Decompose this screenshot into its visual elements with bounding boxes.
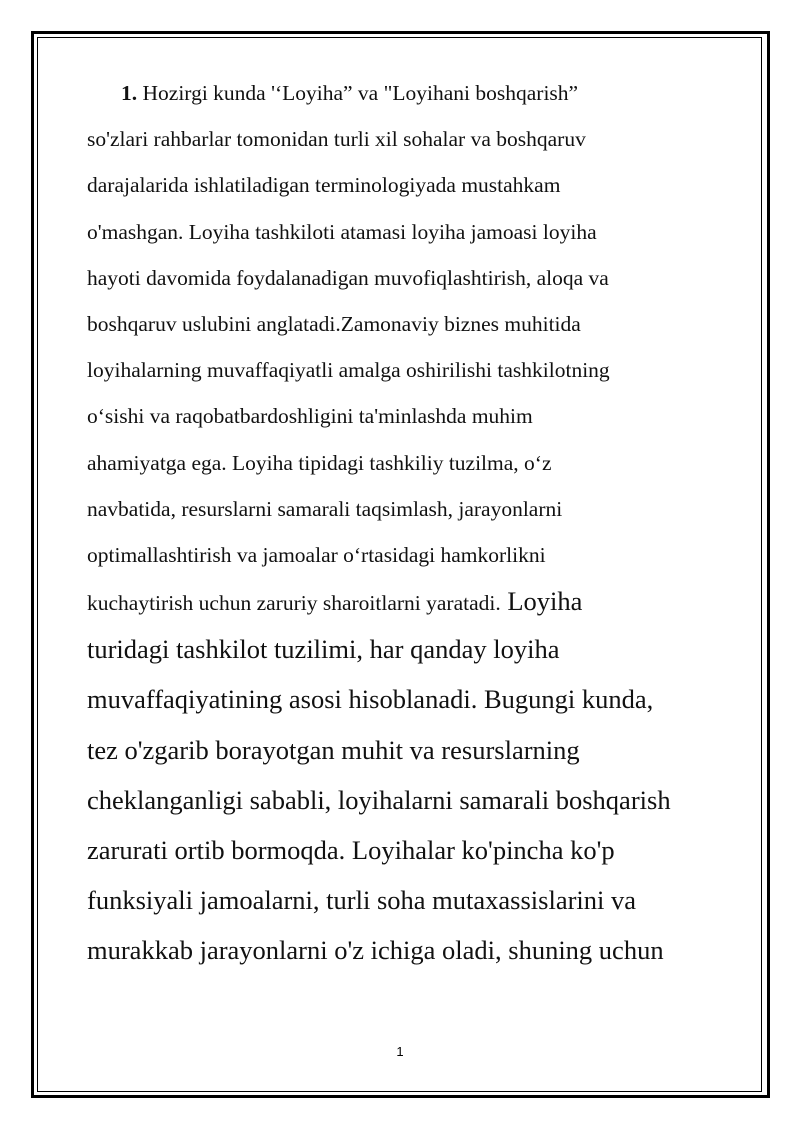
body-paragraph (87, 74, 747, 980)
paragraph-line: cheklanganligi sababli, loyihalarni samarali boshqarish (87, 784, 671, 815)
paragraph-line: boshqaruv uslubini anglatadi.Zamonaviy biznes muhitida (87, 311, 581, 336)
paragraph-line: darajalarida ishlatiladigan terminologiyada mustahkam (87, 173, 561, 198)
paragraph-line: ahamiyatga ega. Loyiha tipidagi tashkiliy tuzilma, o‘z (87, 450, 552, 475)
paragraph-line: optimallashtirish va jamoalar o‘rtasidagi hamkorlikni (87, 542, 546, 567)
paragraph-number: 1. (121, 81, 138, 105)
paragraph-line: o‘sishi va raqobatbardoshligini ta'minlashda muhim (87, 404, 533, 429)
page-number: 1 (396, 1044, 404, 1059)
paragraph-line: turidagi tashkilot tuzilimi, har qanday loyiha (87, 634, 560, 665)
paragraph-line: zarurati ortib bormoqda. Loyihalar ko'pincha ko'p (87, 835, 615, 865)
paragraph-line: 1. Hozirgi kunda '‘Loyiha” va "Loyihani boshqarish” (121, 81, 579, 105)
paragraph-line: so'zlari rahbarlar tomonidan turli xil sohalar va boshqaruv (87, 127, 586, 152)
paragraph-line: tez o'zgarib borayotgan muhit va resurslarning (87, 734, 580, 765)
paragraph-line: funksiyali jamoalarni, turli soha mutaxassislarini va (87, 885, 637, 916)
paragraph-line: muvaffaqiyatining asosi hisoblanadi. Bugungi kunda, (87, 684, 654, 715)
paragraph-line: hayoti davomida foydalanadigan muvofiqlashtirish, aloqa va (87, 265, 609, 290)
paragraph-line: o'mashgan. Loyiha tashkiloti atamasi loyiha jamoasi loyiha (87, 219, 597, 244)
paragraph-line: murakkab jarayonlarni o'z ichiga oladi, shuning uchun (87, 935, 664, 966)
paragraph-line: navbatida, resurslarni samarali taqsimlash, jarayonlarni (87, 496, 563, 521)
paragraph-line: loyihalarning muvaffaqiyatli amalga oshirilishi tashkilotning (87, 358, 610, 383)
paragraph-line: kuchaytirish uchun zaruriy sharoitlarni yaratadi. Loyiha (87, 586, 583, 617)
